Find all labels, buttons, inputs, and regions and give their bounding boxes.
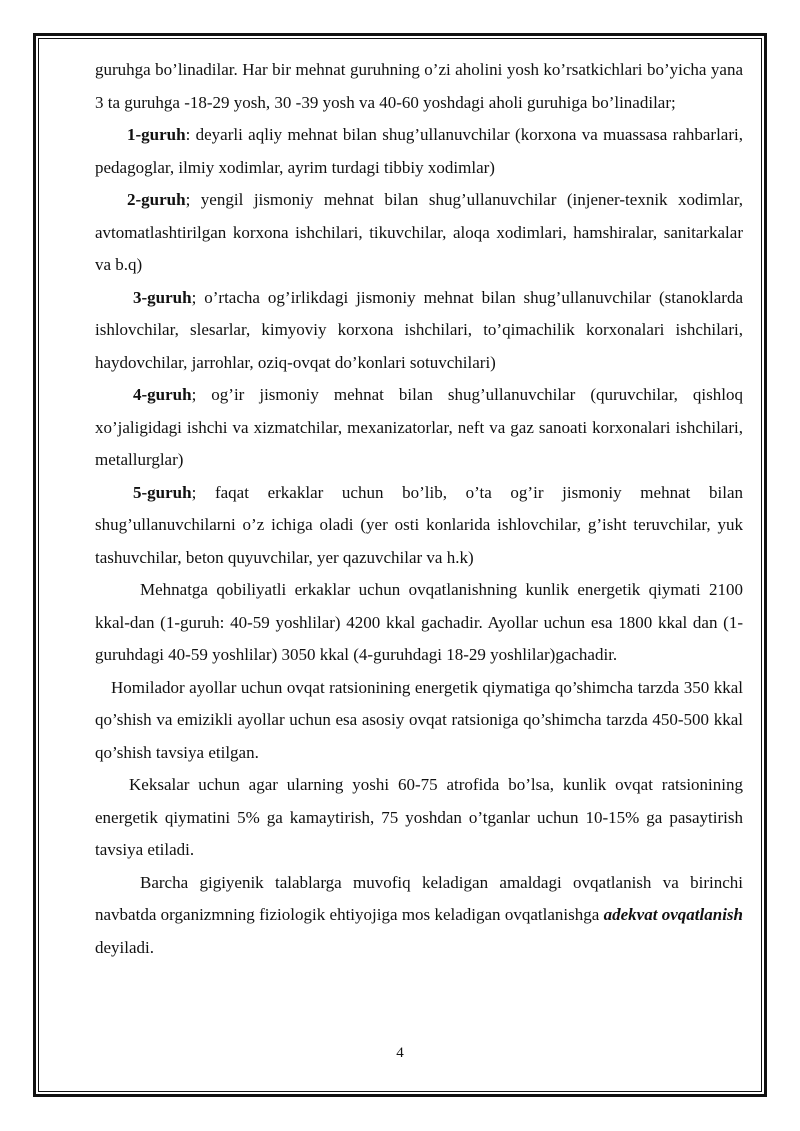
adequate-nutrition-end: deyiladi. <box>95 937 155 957</box>
paragraph-elderly: Keksalar uchun agar ularning yoshi 60-75 atrofida bo’lsa, kunlik ovqat ratsionining energetik qiymatini 5% ga kamaytirish, 75 yoshdan o’tganlar uchun 10-15% ga pasaytirish tavsiya etiladi. <box>95 775 743 859</box>
group-3-text: ; o’rtacha og’irlikdagi jismoniy mehnat bilan shug’ullanuvchilar (stanoklarda ishlovchilar, slesarlar, kimyoviy korxona ishchilari, to’qimachilik korxonalari ishchilari, haydovchilar, jarrohlar, oziq-ovqat do’konlari sotuvchilari) <box>95 287 743 372</box>
page-number: 4 <box>396 1045 404 1061</box>
paragraph-group-3 <box>95 282 743 380</box>
group-1-text: : deyarli aqliy mehnat bilan shug’ullanuvchilar (korxona va muassasa rahbarlari, pedagoglar, ilmiy xodimlar, ayrim turdagi tibbiy xodimlar) <box>95 125 743 177</box>
document-body <box>95 54 743 964</box>
group-2-text: ; yengil jismoniy mehnat bilan shug’ullanuvchilar (injener-texnik xodimlar, avtomatlashtirilgan korxona ishchilari, tikuvchilar, aloqa xodimlari, hamshiralar, sanitarkalar va b.q) <box>95 190 743 274</box>
group-1-label: 1-guruh <box>127 125 186 144</box>
group-4-text: ; og’ir jismoniy mehnat bilan shug’ullanuvchilar (quruvchilar, qishloq xo’jaligidagi ishchi va xizmatchilar, mexanizatorlar, neft va gaz sanoati korxonalari ishchilari, metallurglar) <box>95 385 743 469</box>
adequate-nutrition-term: adekvat ovqatlanish <box>603 905 743 924</box>
group-5-text: ; faqat erkaklar uchun bo’lib, o’ta og’ir jismoniy mehnat bilan shug’ullanuvchilarni o’z ichiga oladi (yer osti konlarida ishlovchilar, g’isht teruvchilar, yuk tashuvchilar, beton quyuvchilar, yer qazuvchilar va h.k) <box>95 482 743 567</box>
paragraph-adequate-nutrition <box>95 867 743 965</box>
paragraph-group-1 <box>95 119 743 184</box>
paragraph-group-2 <box>95 184 743 282</box>
group-3-label: 3-guruh <box>133 287 192 307</box>
paragraph-intro: guruhga bo’linadilar. Har bir mehnat guruhning o’zi aholini yosh ko’rsatkichlari bo’yicha yana 3 ta guruhga -18-29 yosh, 30 -39 yosh va 40-60 yoshdagi aholi guruhiga bo’linadilar; <box>95 60 743 112</box>
group-5-label: 5-guruh <box>133 482 192 502</box>
paragraph-group-4 <box>95 379 743 477</box>
paragraph-pregnant-women: Homilador ayollar uchun ovqat ratsionining energetik qiymatiga qo’shimcha tarzda 350 kkal qo’shish va emizikli ayollar uchun esa asosiy ovqat ratsioniga qo’shimcha tarzda 450-500 kkal qo’shish tavsiya etilgan. <box>95 677 743 762</box>
group-2-label: 2-guruh <box>127 190 186 209</box>
paragraph-group-5 <box>95 477 743 575</box>
paragraph-energy-values: Mehnatga qobiliyatli erkaklar uchun ovqatlanishning kunlik energetik qiymati 2100 kkal-dan (1-guruh: 40-59 yoshlilar) 4200 kkal gachadir. Ayollar uchun esa 1800 kkal dan (1-guruhdagi 40-59 yoshlilar) 3050 kkal (4-guruhdagi 18-29 yoshlilar)gachadir. <box>95 580 743 664</box>
adequate-nutrition-text: Barcha gigiyenik talablarga muvofiq keladigan amaldagi ovqatlanish va birinchi navbatda organizmning fiziologik ehtiyojiga mos keladigan ovqatlanishga <box>95 872 743 924</box>
group-4-label: 4-guruh <box>133 385 192 404</box>
